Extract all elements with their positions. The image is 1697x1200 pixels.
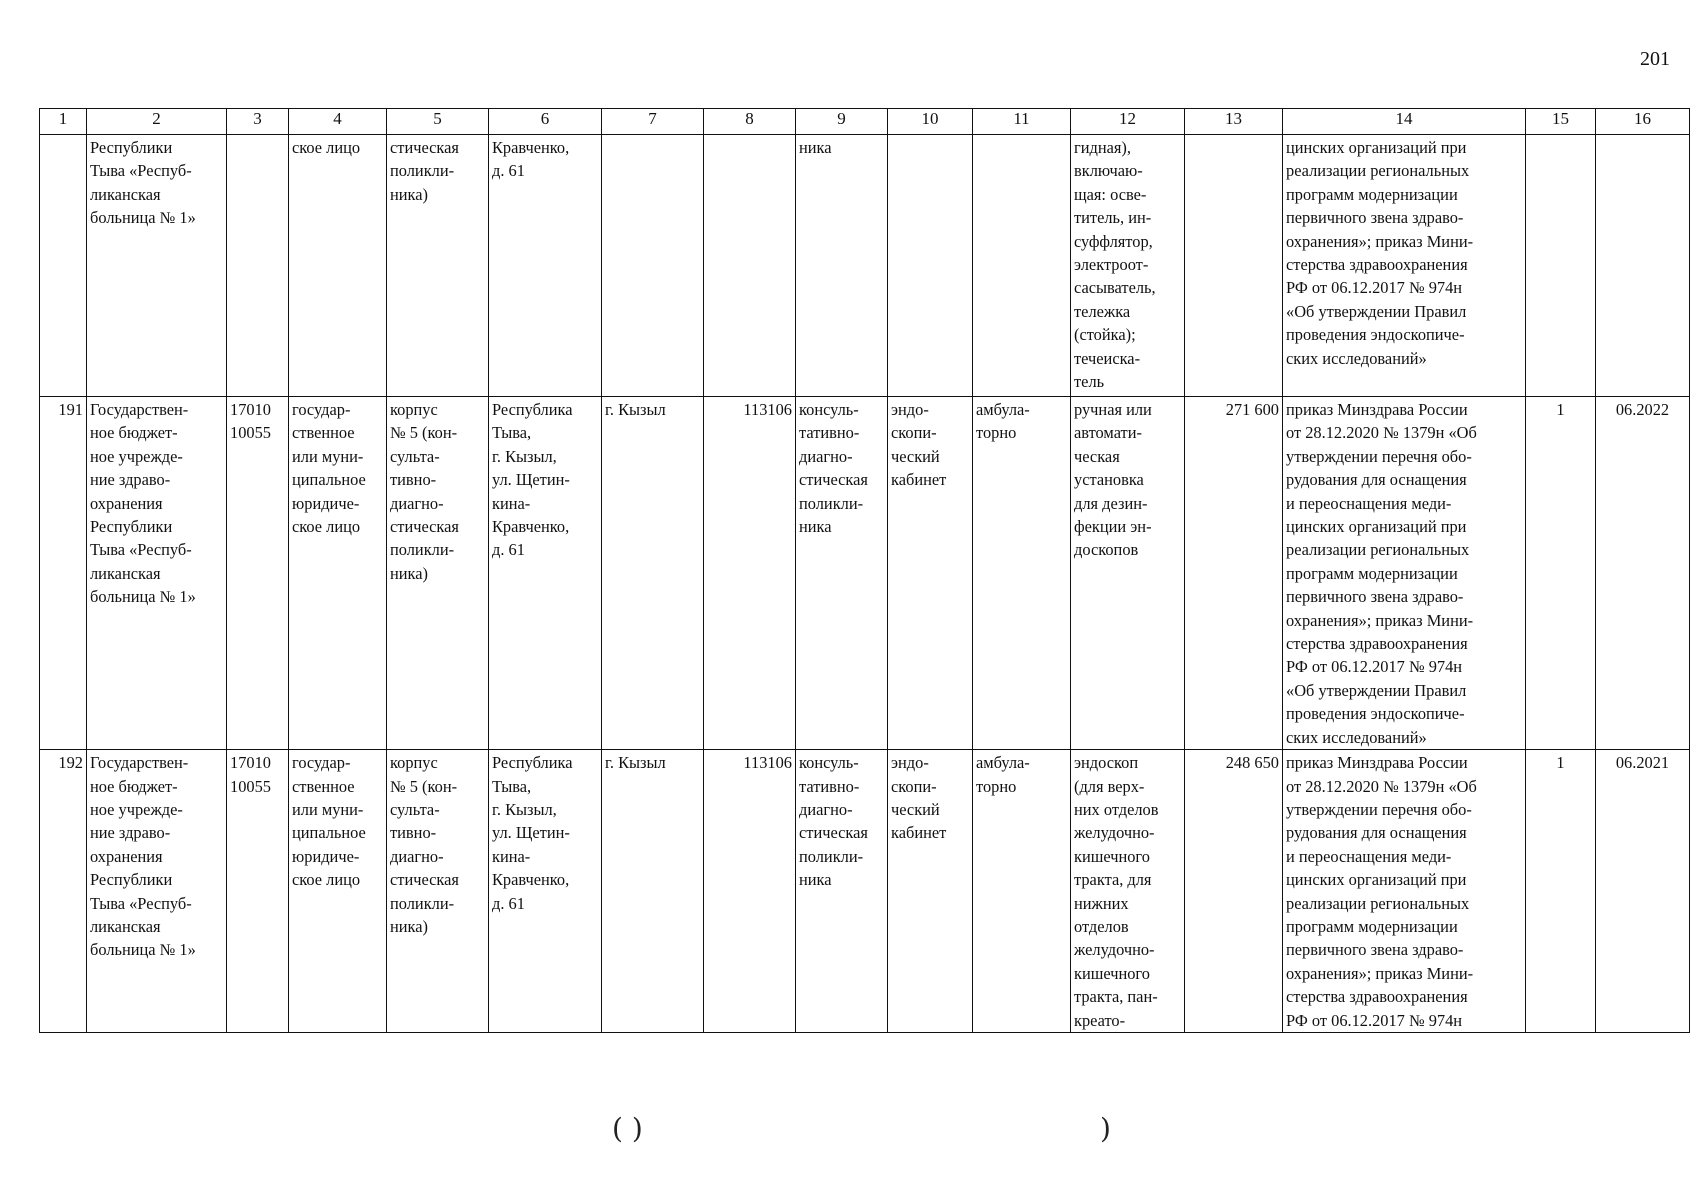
column-header: 14 xyxy=(1283,109,1526,135)
legal-basis-cell: цинских организаций при реализации региональных программ модернизации первичного звена здраво- охранения»; приказ Мини- стерства здравоохранения РФ от 06.12.2017 № 974н «Об утверждении Правил проведения эндоскопиче- ских исследований» xyxy=(1283,135,1526,397)
row-number-cell xyxy=(40,135,87,397)
page-number: 201 xyxy=(1640,48,1670,70)
organization-cell: Республики Тыва «Респуб- ликанская больница № 1» xyxy=(87,135,227,397)
header-row xyxy=(40,109,1690,135)
address-cell: Республика Тыва, г. Кызыл, ул. Щетин- кина- Кравченко, д. 61 xyxy=(489,750,602,1033)
unit-cell: консуль- тативно- диагно- стическая поликли- ника xyxy=(796,750,888,1033)
column-header: 9 xyxy=(796,109,888,135)
cabinet-cell: эндо- скопи- ческий кабинет xyxy=(888,397,973,750)
column-header: 1 xyxy=(40,109,87,135)
address-cell: Кравченко, д. 61 xyxy=(489,135,602,397)
column-header: 5 xyxy=(387,109,489,135)
unit-cell: ника xyxy=(796,135,888,397)
equipment-cell: ручная или автомати- ческая установка для дезин- фекции эн- доскопов xyxy=(1071,397,1185,750)
quantity-cell: 1 xyxy=(1526,750,1596,1033)
scan-mark-left: ( ) xyxy=(612,1112,643,1145)
building-cell: корпус № 5 (кон- сульта- тивно- диагно- стическая поликли- ника) xyxy=(387,397,489,750)
legal-form-cell: ское лицо xyxy=(289,135,387,397)
column-header: 4 xyxy=(289,109,387,135)
column-header: 8 xyxy=(704,109,796,135)
equipment-cell: эндоскоп (для верх- них отделов желудочно- кишечного тракта, для нижних отделов желудочно- кишечного тракта, пан- креато- xyxy=(1071,750,1185,1033)
date-cell: 06.2021 xyxy=(1596,750,1690,1033)
column-header: 13 xyxy=(1185,109,1283,135)
legal-form-cell: государ- ственное или муни- ципальное юридиче- ское лицо xyxy=(289,397,387,750)
column-header: 7 xyxy=(602,109,704,135)
code-cell: 17010 10055 xyxy=(227,397,289,750)
column-header: 12 xyxy=(1071,109,1185,135)
cabinet-cell: эндо- скопи- ческий кабинет xyxy=(888,750,973,1033)
organization-cell: Государствен- ное бюджет- ное учрежде- ние здраво- охранения Республики Тыва «Респуб- ликанская больница № 1» xyxy=(87,750,227,1033)
table-row-continued xyxy=(40,135,1690,397)
locality-cell xyxy=(602,135,704,397)
legal-basis-cell: приказ Минздрава России от 28.12.2020 № 1379н «Об утверждении перечня обо- рудования для оснащения и переоснащения меди- цинских организаций при реализации региональных программ модернизации первичного звена здраво- охранения»; приказ Мини- стерства здравоохранения РФ от 06.12.2017 № 974н xyxy=(1283,750,1526,1033)
unit-cell: консуль- тативно- диагно- стическая поликли- ника xyxy=(796,397,888,750)
column-header: 10 xyxy=(888,109,973,135)
legal-form-cell: государ- ственное или муни- ципальное юридиче- ское лицо xyxy=(289,750,387,1033)
quantity-cell xyxy=(1526,135,1596,397)
price-cell xyxy=(1185,135,1283,397)
code-cell xyxy=(227,135,289,397)
code-cell: 17010 10055 xyxy=(227,750,289,1033)
row-number-cell: 192 xyxy=(40,750,87,1033)
equipment-cell: гидная), включаю- щая: осве- титель, ин- суффлятор, электроот- сасыватель, тележка (стойка); течеиска- тель xyxy=(1071,135,1185,397)
locality-cell: г. Кызыл xyxy=(602,397,704,750)
column-header: 11 xyxy=(973,109,1071,135)
document-table xyxy=(39,108,1690,1033)
building-cell: корпус № 5 (кон- сульта- тивно- диагно- стическая поликли- ника) xyxy=(387,750,489,1033)
scan-mark-right: ) xyxy=(1100,1112,1111,1145)
column-header: 6 xyxy=(489,109,602,135)
oktmo-cell xyxy=(704,135,796,397)
address-cell: Республика Тыва, г. Кызыл, ул. Щетин- кина- Кравченко, д. 61 xyxy=(489,397,602,750)
table-row xyxy=(40,397,1690,750)
organization-cell: Государствен- ное бюджет- ное учрежде- ние здраво- охранения Республики Тыва «Респуб- ликанская больница № 1» xyxy=(87,397,227,750)
care-condition-cell: амбула- торно xyxy=(973,750,1071,1033)
oktmo-cell: 113106 xyxy=(704,750,796,1033)
row-number-cell: 191 xyxy=(40,397,87,750)
column-header: 3 xyxy=(227,109,289,135)
price-cell: 248 650 xyxy=(1185,750,1283,1033)
price-cell: 271 600 xyxy=(1185,397,1283,750)
care-condition-cell xyxy=(973,135,1071,397)
care-condition-cell: амбула- торно xyxy=(973,397,1071,750)
quantity-cell: 1 xyxy=(1526,397,1596,750)
column-header: 15 xyxy=(1526,109,1596,135)
column-header: 2 xyxy=(87,109,227,135)
date-cell xyxy=(1596,135,1690,397)
cabinet-cell xyxy=(888,135,973,397)
building-cell: стическая поликли- ника) xyxy=(387,135,489,397)
legal-basis-cell: приказ Минздрава России от 28.12.2020 № 1379н «Об утверждении перечня обо- рудования для оснащения и переоснащения меди- цинских организаций при реализации региональных программ модернизации первичного звена здраво- охранения»; приказ Мини- стерства здравоохранения РФ от 06.12.2017 № 974н «Об утверждении Правил проведения эндоскопиче- ских исследований» xyxy=(1283,397,1526,750)
column-header: 16 xyxy=(1596,109,1690,135)
locality-cell: г. Кызыл xyxy=(602,750,704,1033)
date-cell: 06.2022 xyxy=(1596,397,1690,750)
oktmo-cell: 113106 xyxy=(704,397,796,750)
table-row xyxy=(40,750,1690,1033)
